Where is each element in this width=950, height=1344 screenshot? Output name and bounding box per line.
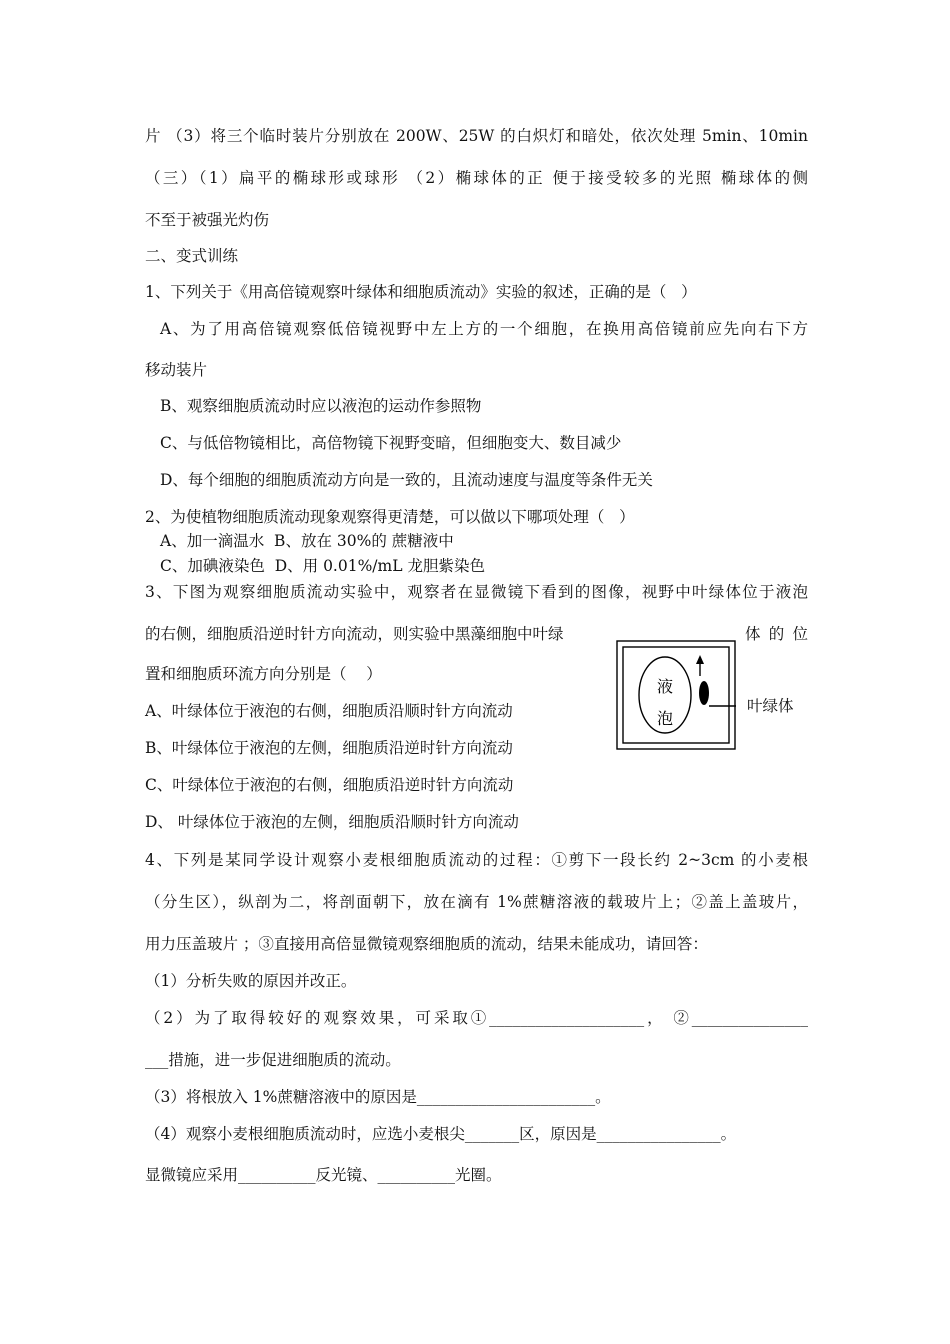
q4-part-4-cont: 显微镜应采用__________反光镜、__________光圈。 — [145, 1166, 502, 1184]
chloroplast — [699, 681, 709, 705]
text-line-3: 不至于被强光灼伤 — [145, 211, 270, 229]
q3-option-c: C、叶绿体位于液泡的右侧，细胞质沿逆时针方向流动 — [145, 776, 514, 794]
q4-part-3: （3）将根放入 1%蔗糖溶液中的原因是_______________________。 — [145, 1088, 611, 1106]
chloroplast-label: 叶绿体 — [747, 697, 794, 715]
q3-option-b: B、叶绿体位于液泡的左侧，细胞质沿逆时针方向流动 — [145, 739, 513, 757]
q2-options-ab: A、加一滴温水 B、放在 30%的 蔗糖液中 — [160, 532, 454, 550]
question-3-cont-b: 体 的 位 — [745, 625, 808, 643]
q4-part-1: （1）分析失败的原因并改正。 — [145, 972, 357, 990]
section-heading: 二、变式训练 — [145, 247, 239, 265]
flow-arrow-head — [696, 655, 704, 664]
q1-option-a: A、为了用高倍镜观察低倍镜视野中左上方的一个细胞，在换用高倍镜前应先向右下方 — [160, 320, 808, 338]
field-of-view-outer — [617, 641, 735, 749]
question-2: 2、为使植物细胞质流动现象观察得更清楚，可以做以下哪项处理（ ） — [145, 508, 635, 526]
question-4-cont-2: 用力压盖玻片 ；③直接用高倍显微镜观察细胞质的流动，结果未能成功，请回答： — [145, 935, 708, 953]
question-4: 4、下列是某同学设计观察小麦根细胞质流动的过程：①剪下一段长约 2~3cm 的小麦根 — [145, 851, 808, 869]
q3-option-d: D、 叶绿体位于液泡的左侧，细胞质沿顺时针方向流动 — [145, 813, 519, 831]
q4-part-4: （4）观察小麦根细胞质流动时，应选小麦根尖_______区，原因是________________。 — [145, 1125, 737, 1143]
question-1: 1、下列关于《用高倍镜观察叶绿体和细胞质流动》实验的叙述，正确的是（ ） — [145, 283, 697, 301]
vacuole-label-1: 液 — [656, 677, 674, 696]
q3-option-a: A、叶绿体位于液泡的右侧，细胞质沿顺时针方向流动 — [145, 702, 513, 720]
cell-diagram — [616, 640, 736, 750]
q4-part-2: （2）为了取得较好的观察效果，可采取①____________________， ②_______________ — [145, 1009, 808, 1027]
question-3-cont-c: 置和细胞质环流方向分别是（ ） — [145, 665, 382, 683]
question-4-cont-1: （分生区），纵剖为二，将剖面朝下，放在滴有 1%蔗糖溶液的载玻片上；②盖上盖玻片， — [145, 893, 808, 911]
q2-options-cd: C、加碘液染色 D、用 0.01%/mL 龙胆紫染色 — [160, 557, 485, 575]
question-3: 3、下图为观察细胞质流动实验中，观察者在显微镜下看到的图像，视野中叶绿体位于液泡 — [145, 583, 808, 601]
text-line-2: （三）（1）扁平的椭球形或球形 （2）椭球体的正 便于接受较多的光照 椭球体的侧 — [145, 169, 808, 187]
vacuole-label-2: 泡 — [656, 709, 674, 728]
question-3-cont-a: 的右侧，细胞质沿逆时针方向流动，则实验中黑藻细胞中叶绿 — [145, 625, 564, 643]
q1-option-d: D、每个细胞的细胞质流动方向是一致的，且流动速度与温度等条件无关 — [160, 471, 653, 489]
q4-part-2-cont: ___措施，进一步促进细胞质的流动。 — [145, 1051, 401, 1069]
text-line-1: 片 （3）将三个临时装片分别放在 200W、25W 的白炽灯和暗处，依次处理 5min、10min — [145, 127, 808, 145]
q1-option-a-cont: 移动装片 — [145, 361, 208, 379]
q1-option-b: B、观察细胞质流动时应以液泡的运动作参照物 — [160, 397, 482, 415]
q1-option-c: C、与低倍物镜相比，高倍物镜下视野变暗，但细胞变大、数目减少 — [160, 434, 622, 452]
